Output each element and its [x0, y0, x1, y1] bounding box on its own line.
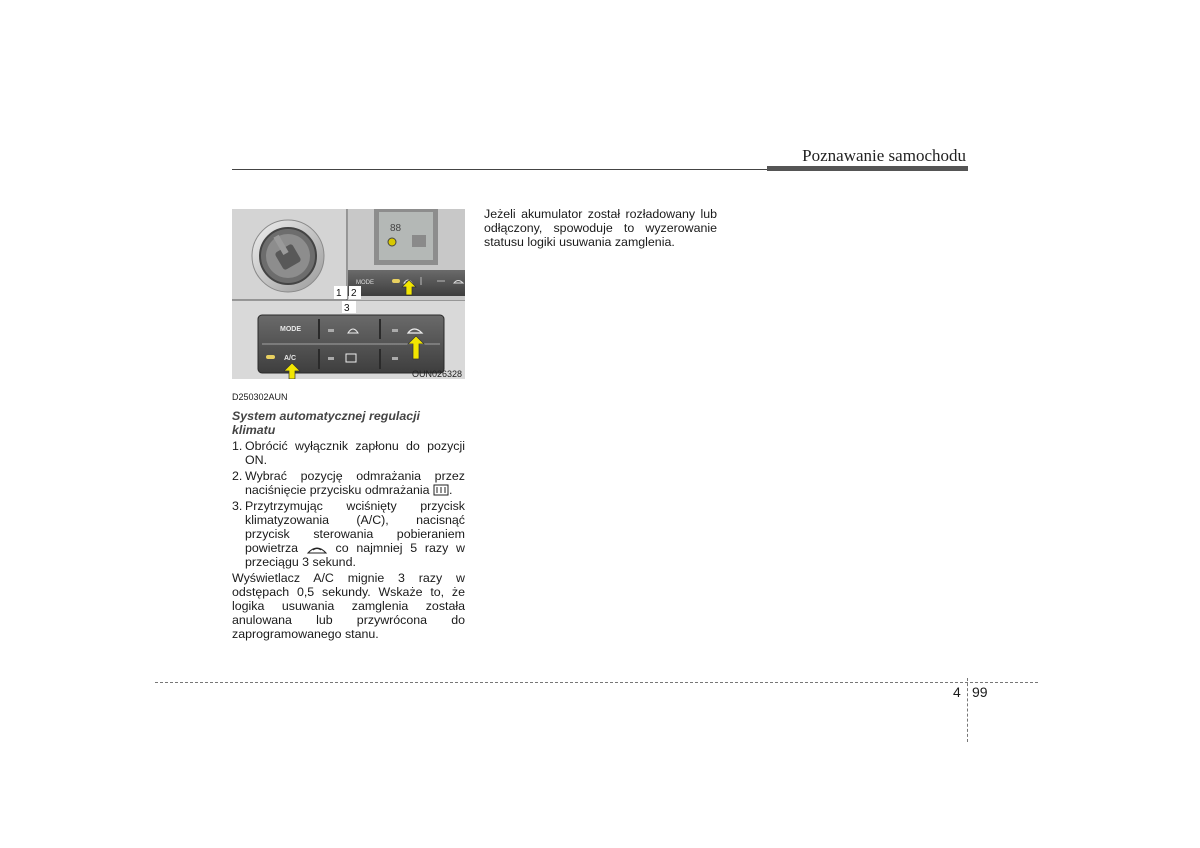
list-item — [232, 439, 465, 467]
list-number: 2. — [232, 469, 243, 483]
mini-mode-label: MODE — [356, 280, 374, 286]
list-number: 1. — [232, 439, 243, 453]
info-paragraph: Wyświetlacz A/C mignie 3 razy w odstępach 0,5 sekundy. Wskaże to, że logika usuwania zamglenia została anulowana lub przywrócona do zaprogramowanego stanu. — [232, 571, 465, 641]
defrost-icon — [433, 484, 449, 496]
battery-note-paragraph: Jeżeli akumulator został rozładowany lub odłączony, spowoduje to wyzerowanie statusu logiki usuwania zamglenia. — [484, 207, 717, 249]
left-column — [232, 390, 465, 641]
header-bar — [767, 166, 968, 171]
right-column — [484, 207, 717, 249]
page-number: 99 — [972, 684, 988, 700]
list-text — [245, 469, 465, 497]
ignition-switch-icon — [252, 220, 324, 292]
list-item — [232, 469, 465, 497]
list-text-after: co najmniej 5 razy w przeciągu 3 sekund. — [245, 541, 465, 569]
list-item — [232, 499, 465, 569]
list-text-after: . — [449, 483, 453, 497]
list-text — [245, 499, 465, 569]
running-header-title: Poznawanie samochodu — [802, 146, 966, 165]
section-title: System automatycznej regulacji klimatu — [232, 409, 420, 437]
ac-label: A/C — [284, 355, 297, 362]
doc-code: D250302AUN — [232, 392, 288, 402]
figure-code: OUN026328 — [411, 369, 462, 379]
figure-illustration — [232, 209, 465, 379]
list-text: Obrócić wyłącznik zapłonu do pozycji ON. — [245, 439, 465, 467]
callout-1: 1 — [336, 288, 342, 299]
header-rule — [232, 169, 767, 170]
callout-2: 2 — [351, 288, 357, 299]
list-text-before: Wybrać pozycję odmrażania przez naciśnięcie przycisku odmrażania — [245, 469, 465, 497]
display-readout: 88 — [390, 223, 402, 234]
chapter-number: 4 — [953, 684, 961, 700]
air-recirculation-icon — [306, 544, 328, 554]
callout-3: 3 — [344, 303, 350, 314]
footer-rule — [155, 682, 1038, 683]
list-text-before: Przytrzymując wciśnięty przycisk klimatyzowania (A/C), nacisnąć przycisk sterowania pobieraniem powietrza — [245, 499, 465, 555]
list-number: 3. — [232, 499, 243, 513]
mode-label: MODE — [280, 326, 301, 333]
footer-divider — [967, 678, 968, 742]
climate-control-figure — [232, 209, 465, 379]
